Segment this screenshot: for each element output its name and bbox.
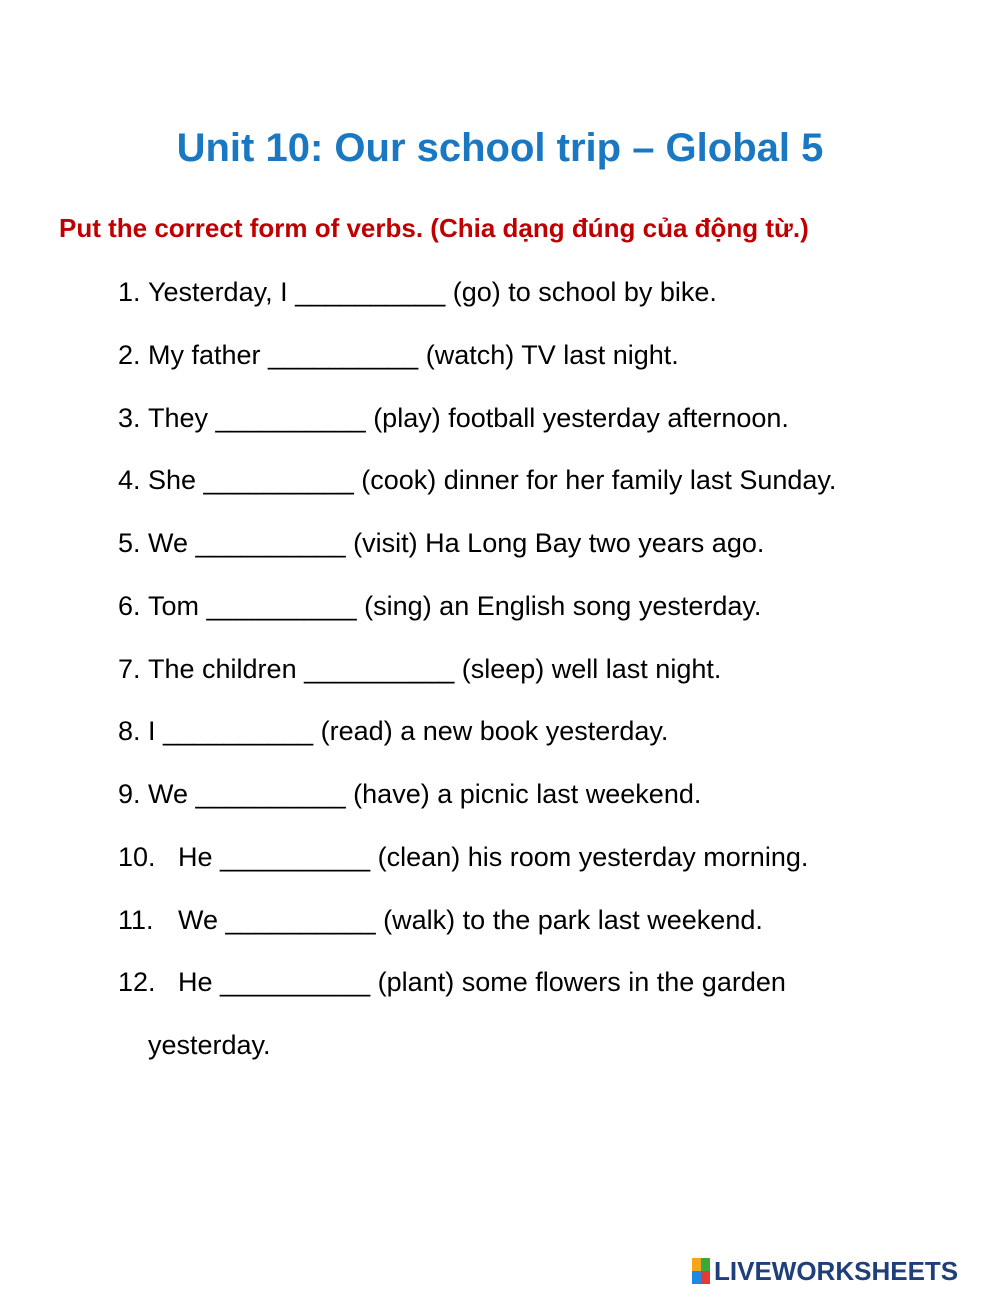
item-number: 5. <box>118 528 141 558</box>
exercise-item-9 <box>118 772 978 816</box>
exercise-item-11 <box>118 898 978 942</box>
item-text: I __________ (read) a new book yesterday. <box>148 716 669 746</box>
item-number: 11. <box>118 905 154 935</box>
item-text: Yesterday, I __________ (go) to school by bike. <box>148 277 717 307</box>
exercise-item-8 <box>118 709 978 753</box>
item-number: 6. <box>118 591 141 621</box>
exercise-item-2 <box>118 333 978 377</box>
item-number: 2. <box>118 340 141 370</box>
item-text: My father __________ (watch) TV last night. <box>148 340 679 370</box>
liveworksheets-logo <box>692 1251 958 1291</box>
item-text: We __________ (have) a picnic last weekend. <box>148 779 702 809</box>
exercise-item-12 <box>118 960 978 1004</box>
exercise-item-1 <box>118 270 978 314</box>
exercise-item-7 <box>118 647 978 691</box>
logo-text: LIVEWORKSHEETS <box>714 1255 959 1286</box>
item-text: The children __________ (sleep) well last night. <box>148 654 722 684</box>
item-text: She __________ (cook) dinner for her family last Sunday. <box>148 465 837 495</box>
item-text: We __________ (visit) Ha Long Bay two years ago. <box>148 528 765 558</box>
item-text: He __________ (plant) some flowers in the garden <box>178 967 786 997</box>
item-number: 1. <box>118 277 141 307</box>
item-number: 12. <box>118 967 156 997</box>
item-text: Tom __________ (sing) an English song yesterday. <box>148 591 762 621</box>
item-number: 10. <box>118 842 156 872</box>
item-number: 9. <box>118 779 141 809</box>
item-number: 4. <box>118 465 141 495</box>
exercise-item-12-continuation: yesterday. <box>148 1030 271 1060</box>
exercise-item-10 <box>118 835 978 879</box>
instruction-text: Put the correct form of verbs. (Chia dạng đúng của động từ.) <box>59 213 809 243</box>
item-number: 8. <box>118 716 141 746</box>
item-text: We __________ (walk) to the park last weekend. <box>178 905 763 935</box>
worksheet-title: Unit 10: Our school trip – Global 5 <box>176 126 824 170</box>
item-number: 7. <box>118 654 141 684</box>
logo-mark-icon <box>692 1258 710 1284</box>
item-number: 3. <box>118 403 141 433</box>
exercise-item-3 <box>118 396 978 440</box>
exercise-item-6 <box>118 584 978 628</box>
item-text: They __________ (play) football yesterday afternoon. <box>148 403 789 433</box>
exercise-item-4 <box>118 458 978 502</box>
exercise-item-5 <box>118 521 978 565</box>
item-text: He __________ (clean) his room yesterday morning. <box>178 842 809 872</box>
